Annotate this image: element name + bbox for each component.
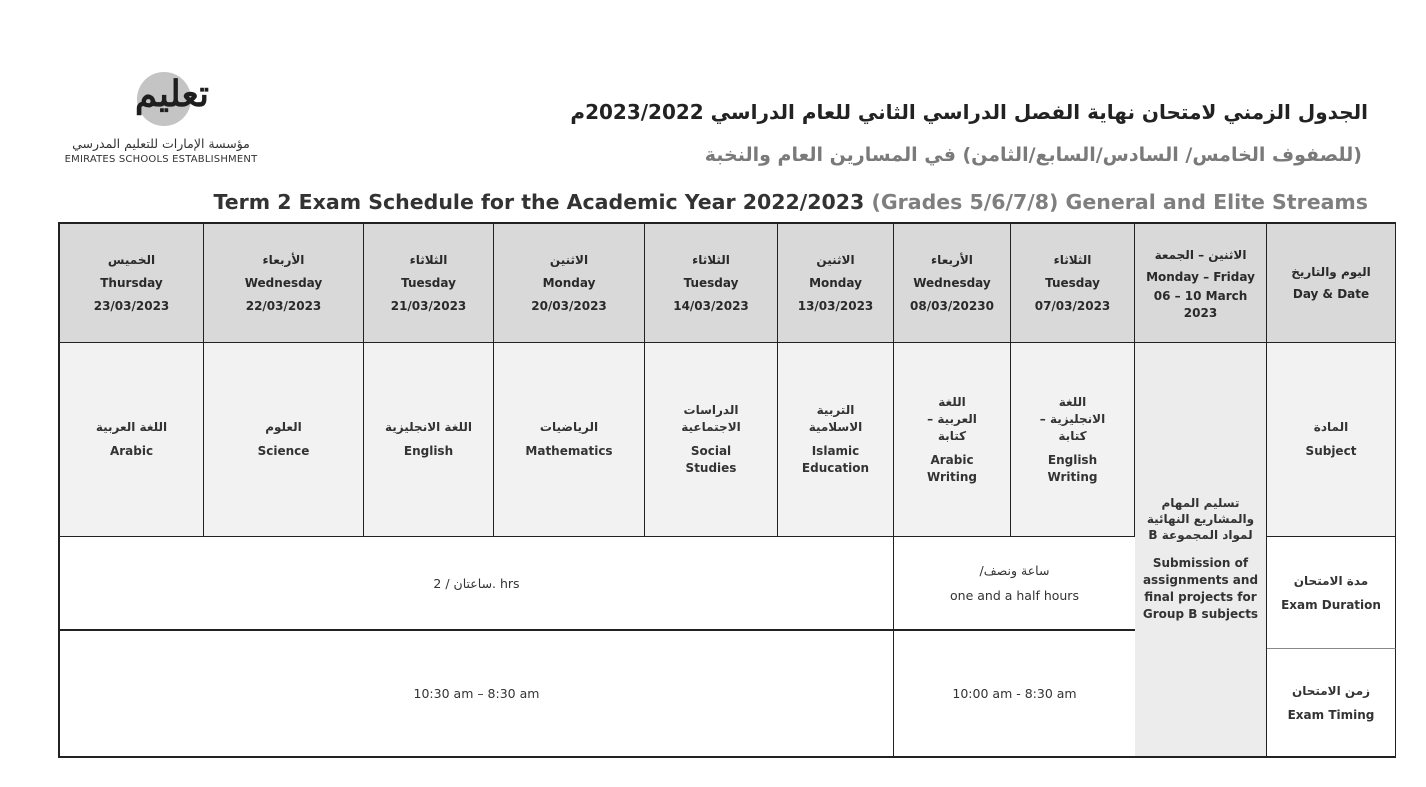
header-cell-wednesday bbox=[894, 222, 1011, 343]
day-arabic: الخميس bbox=[107, 252, 156, 267]
day-english: Tuesday bbox=[401, 275, 456, 290]
subject-arabic: الرياضيات bbox=[539, 420, 599, 434]
english-title-main: Term 2 Exam Schedule for the Academic Year 2022/2023 bbox=[213, 190, 865, 214]
day-english: Monday bbox=[809, 275, 862, 290]
header-cell-monday bbox=[778, 222, 894, 343]
ese-logo bbox=[62, 62, 262, 172]
day-arabic: الثلاثاء bbox=[409, 252, 448, 267]
header-cell-wednesday bbox=[204, 222, 364, 343]
day-english: Monday bbox=[542, 275, 596, 290]
row-label-exam-duration bbox=[1267, 537, 1396, 649]
row-label-exam-timing bbox=[1267, 649, 1396, 758]
subject-arabic: اللغة العربية – كتابة bbox=[927, 394, 977, 443]
subject-cell-arabic-writing bbox=[894, 343, 1011, 537]
row-label-day-date bbox=[1267, 222, 1396, 343]
subject-english: Science bbox=[257, 444, 310, 458]
subject-english: Islamic Education bbox=[801, 444, 870, 475]
subject-cell-social-studies bbox=[645, 343, 778, 537]
duration-english: one and a half hours bbox=[950, 588, 1079, 603]
day-arabic: الاثنين bbox=[549, 252, 589, 267]
subject-arabic: اللغة الانجليزية – كتابة bbox=[1039, 394, 1106, 443]
label-english: Exam Duration bbox=[1281, 597, 1381, 612]
exam-date: 07/03/2023 bbox=[1034, 298, 1111, 313]
arabic-main-title: الجدول الزمني لامتحان نهاية الفصل الدراسي الثاني للعام الدراسي 2023/2022م bbox=[570, 100, 1368, 124]
day-arabic: الاثنين – الجمعة bbox=[1154, 248, 1247, 262]
subject-arabic: الدراسات الاجتماعية bbox=[681, 403, 741, 434]
duration-arabic: ساعتان / bbox=[445, 575, 493, 591]
subject-english: English bbox=[403, 444, 454, 458]
logo-wordmark: تعليم bbox=[134, 73, 210, 115]
day-english: Wednesday bbox=[244, 275, 323, 290]
subject-arabic: اللغة الانجليزية bbox=[385, 420, 472, 434]
day-english: Wednesday bbox=[913, 275, 991, 290]
duration-arabic: ساعة ونصف/ bbox=[979, 563, 1050, 578]
submission-task-arabic: تسليم المهام والمشاريع النهائية لمواد المجموعة B bbox=[1146, 495, 1255, 542]
header-cell-tuesday bbox=[645, 222, 778, 343]
exam-date: 13/03/2023 bbox=[797, 298, 874, 313]
day-arabic: الأربعاء bbox=[931, 252, 973, 267]
row-label-subject bbox=[1267, 343, 1396, 537]
exam-date: 14/03/2023 bbox=[673, 298, 749, 313]
day-arabic: الثلاثاء bbox=[1053, 252, 1092, 267]
exam-date: 21/03/2023 bbox=[390, 298, 467, 313]
subject-cell-english bbox=[364, 343, 494, 537]
english-title-grades: (Grades 5/6/7/8) General and Elite Streams bbox=[871, 190, 1368, 214]
subject-cell-arabic bbox=[58, 343, 204, 537]
day-english: Tuesday bbox=[1045, 275, 1100, 290]
day-arabic: الاثنين bbox=[816, 252, 855, 267]
day-english: Thursday bbox=[100, 275, 163, 290]
subject-cell-islamic-education bbox=[778, 343, 894, 537]
label-english: Subject bbox=[1305, 444, 1357, 458]
subject-english: Arabic bbox=[109, 444, 154, 458]
header-cell-thursday bbox=[58, 222, 204, 343]
label-arabic: اليوم والتاريخ bbox=[1291, 265, 1371, 279]
exam-schedule-table bbox=[58, 222, 1396, 758]
exam-date: 20/03/2023 bbox=[531, 298, 607, 313]
subject-english: Social Studies bbox=[685, 444, 737, 475]
logo-arabic-name: مؤسسة الإمارات للتعليم المدرسي bbox=[72, 136, 250, 151]
header-cell-submission-week bbox=[1135, 222, 1267, 343]
duration-cell-two-hours bbox=[58, 537, 894, 631]
english-title bbox=[214, 190, 1369, 214]
label-arabic: زمن الامتحان bbox=[1291, 683, 1371, 698]
label-arabic: المادة bbox=[1313, 420, 1349, 434]
exam-date: 22/03/2023 bbox=[245, 298, 322, 313]
subject-cell-science bbox=[204, 343, 364, 537]
day-english: Monday – Friday bbox=[1146, 270, 1255, 284]
exam-date: 23/03/2023 bbox=[93, 298, 170, 313]
subject-arabic: اللغة العربية bbox=[95, 420, 168, 434]
label-english: Exam Timing bbox=[1287, 707, 1375, 722]
duration-two-hours bbox=[433, 576, 519, 591]
subject-cell-mathematics bbox=[494, 343, 645, 537]
subject-arabic: التربية الاسلامية bbox=[808, 403, 863, 434]
header-cell-monday bbox=[494, 222, 645, 343]
day-english: Tuesday bbox=[683, 275, 739, 290]
exam-timing: 10:30 am – 8:30 am bbox=[413, 686, 540, 701]
timing-cell-long bbox=[58, 631, 894, 758]
label-arabic: مدة الامتحان bbox=[1293, 573, 1369, 588]
exam-date: 06 – 10 March 2023 bbox=[1153, 289, 1248, 320]
group-b-submission-cell bbox=[1135, 343, 1267, 758]
day-arabic: الأربعاء bbox=[262, 252, 305, 267]
exam-date: 08/03/20230 bbox=[910, 298, 994, 313]
duration-english: 2. hrs bbox=[433, 575, 520, 591]
exam-timing: 10:00 am - 8:30 am bbox=[952, 686, 1077, 701]
label-english: Day & Date bbox=[1292, 287, 1370, 301]
arabic-subtitle: (للصفوف الخامس/ السادس/السابع/الثامن) في المسارين العام والنخبة bbox=[704, 144, 1362, 166]
header-cell-tuesday bbox=[364, 222, 494, 343]
header-cell-tuesday bbox=[1011, 222, 1135, 343]
timing-cell-short bbox=[894, 631, 1135, 758]
logo-english-name: EMIRATES SCHOOLS ESTABLISHMENT bbox=[64, 154, 258, 165]
subject-english: Mathematics bbox=[525, 444, 613, 458]
day-arabic: الثلاثاء bbox=[692, 252, 730, 267]
subject-english: English Writing bbox=[1047, 452, 1098, 484]
subject-cell-english-writing bbox=[1011, 343, 1135, 537]
subject-english: Arabic Writing bbox=[926, 452, 978, 484]
subject-arabic: العلوم bbox=[265, 420, 302, 434]
submission-task-english: Submission of assignments and final projects for Group B subjects bbox=[1142, 555, 1259, 621]
duration-cell-ninety-minutes bbox=[894, 537, 1135, 631]
